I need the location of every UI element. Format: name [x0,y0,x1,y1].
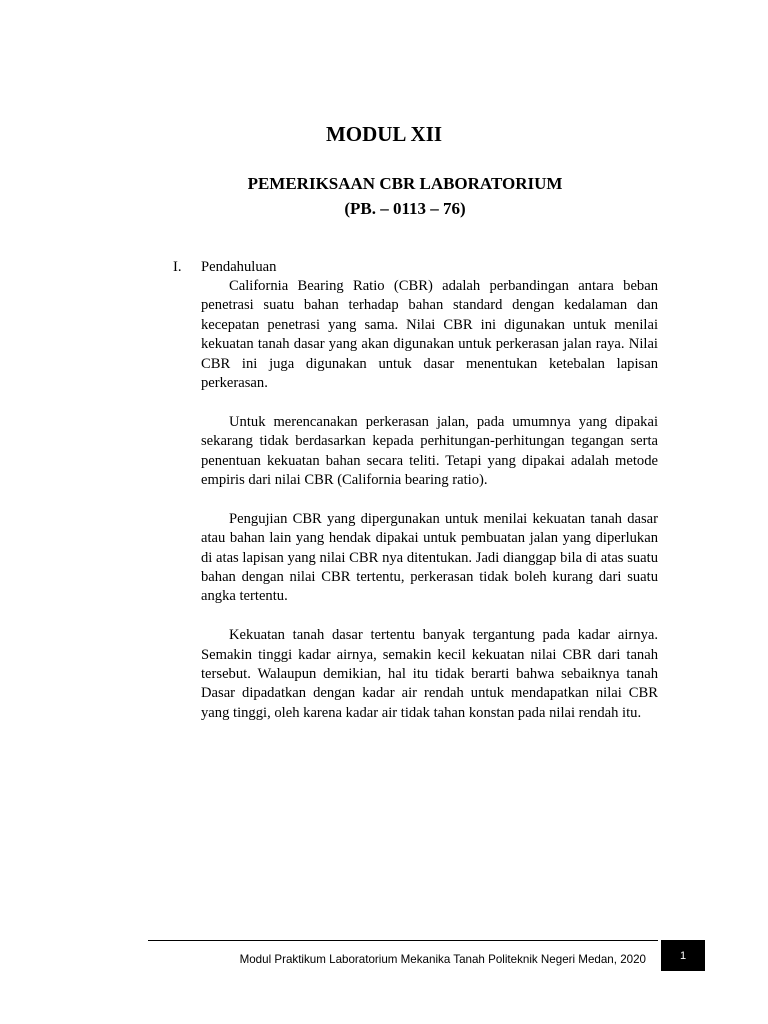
section-body [201,277,658,743]
paragraph: Untuk merencanakan perkerasan jalan, pada umumnya yang dipakai sekarang tidak berdasarkan kepada perhitungan-perhitungan tegangan serta penentuan kekuatan bahan secara teliti. Tetapi yang dipakai adalah metode empiris dari nilai CBR (California bearing ratio). [201,413,658,489]
section-title: Pendahuluan [201,259,277,275]
page-number: 1 [679,950,687,962]
footer-text: Modul Praktikum Laboratorium Mekanika Tanah Politeknik Negeri Medan, 2020 [239,953,646,966]
module-code: (PB. – 0113 – 76) [344,199,466,218]
paragraph: Kekuatan tanah dasar tertentu banyak tergantung pada kadar airnya. Semakin tinggi kadar airnya, semakin kecil kekuatan nilai CBR dari tanah tersebut. Walaupun demikian, hal itu tidak berarti bahwa sebaiknya tanah Dasar dipadatkan dengan kadar air rendah untuk mendapatkan nilai CBR yang tinggi, oleh karena kadar air tidak tahan konstan pada nilai rendah itu. [201,627,658,721]
module-title: MODUL XII [325,122,443,146]
module-subtitle: PEMERIKSAAN CBR LABORATORIUM [247,174,563,193]
section-number: I. [173,259,182,275]
paragraph: California Bearing Ratio (CBR) adalah perbandingan antara beban penetrasi suatu bahan terhadap bahan standard dengan kedalaman dan kecepatan penetrasi yang sama. Nilai CBR ini digunakan untuk menilai kekuatan tanah dasar yang akan digunakan untuk perkerasan jalan raya. Nilai CBR ini juga digunakan untuk dasar menentukan ketebalan lapisan perkerasan. [201,278,658,392]
paragraph: Pengujian CBR yang dipergunakan untuk menilai kekuatan tanah dasar atau bahan lain yang hendak dipakai untuk pembuatan jalan yang diperlukan di atas lapisan yang nilai CBR nya ditentukan. Jadi dianggap bila di atas suatu bahan dengan nilai CBR tertentu, perkerasan tidak boleh kurang dari suatu angka tertentu. [201,510,658,605]
page-number-badge [661,940,705,971]
footer-divider [148,940,658,941]
